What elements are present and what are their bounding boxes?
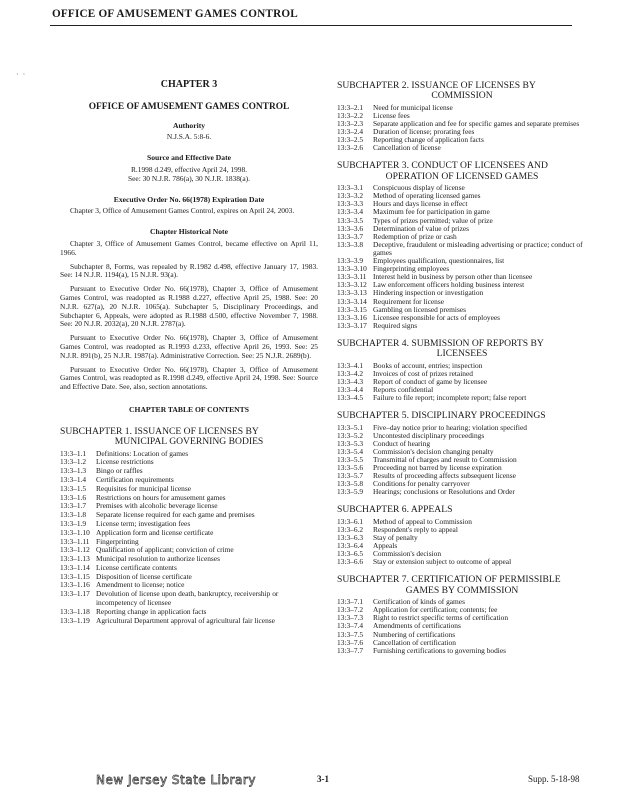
section-number: 13:3–6.6 bbox=[337, 557, 364, 567]
section-number: 13:3–2.4 bbox=[337, 127, 364, 137]
section-number: 13:3–1.17 bbox=[60, 589, 90, 599]
subchapter-heading bbox=[337, 411, 587, 421]
section-title: Invoices of cost of prizes retained bbox=[373, 368, 473, 378]
source-heading: Source and Effective Date bbox=[146, 153, 231, 163]
section-title: Duration of license; prorating fees bbox=[373, 127, 475, 137]
subchapter-title-line-1: SUBCHAPTER 7. CERTIFICATION OF PERMISSIBLE bbox=[337, 574, 561, 586]
authority-text: N.J.S.A. 5:8-6. bbox=[166, 132, 212, 142]
chapter-number: CHAPTER 3 bbox=[160, 79, 218, 90]
section-number: 13:3–1.11 bbox=[60, 536, 90, 546]
section-number: 13:3–6.5 bbox=[337, 549, 364, 559]
section-number: 13:3–4.3 bbox=[337, 376, 364, 386]
history-heading: Chapter Historical Note bbox=[150, 227, 228, 237]
section-number: 13:3–4.1 bbox=[337, 360, 364, 370]
section-title: Types of prizes permitted; value of prize bbox=[373, 215, 493, 225]
section-number: 13:3–6.3 bbox=[337, 533, 364, 542]
section-number: 13:3–1.10 bbox=[60, 527, 90, 537]
section-number: 13:3–3.11 bbox=[337, 272, 367, 282]
library-watermark: New Jersey State Library bbox=[96, 773, 256, 787]
section-title: License certificate contents bbox=[96, 562, 177, 572]
toc-list bbox=[337, 362, 587, 402]
subchapter-1-block bbox=[60, 427, 318, 626]
subchapter-heading bbox=[337, 339, 587, 360]
subchapter-title-line-1: SUBCHAPTER 5. DISCIPLINARY PROCEEDINGS bbox=[337, 410, 546, 422]
section-title: Cancellation of certification bbox=[373, 637, 456, 647]
section-title: Amendment to license; notice bbox=[96, 580, 185, 590]
section-number: 13:3–1.2 bbox=[60, 457, 87, 467]
section-title: Certification requirements bbox=[96, 474, 174, 484]
history-para: Pursuant to Executive Order No. 66(1978), Chapter 3, Office of Amusement Games Control, was readopted as R.1998 d.249, effective April 24, 1998. See: Source and Effective Date. See, also, section annotations. bbox=[60, 364, 318, 392]
section-number: 13:3–5.4 bbox=[337, 446, 364, 456]
section-number: 13:3–5.5 bbox=[337, 454, 364, 464]
history-para: Pursuant to Executive Order No. 66(1978), Chapter 3, Office of Amusement Games Control, was readopted as R.1988 d.227, effective April 25, 1988. See: 20 N.J.R. 627(a), 20 N.J.R. 1065(a). Subchapter 5, Disciplinary Proceedings, and Subchapter 6, Appeals, were adopted as R.1988 d.500, effective November 7, 1988. See: 20 N.J.R. 2032(a), 20 N.J.R. 2787(a). bbox=[60, 284, 318, 329]
subchapter-heading bbox=[337, 161, 587, 182]
section-title: Respondent's reply to appeal bbox=[373, 524, 458, 534]
section-title: Premises with alcoholic beverage license bbox=[96, 501, 218, 511]
section-number: 13:3–2.3 bbox=[337, 119, 364, 128]
history-para: Chapter 3, Office of Amusement Games Control, became effective on April 11, 1966. bbox=[60, 238, 318, 257]
section-title: Results of proceeding affects subsequent license bbox=[373, 471, 516, 481]
section-number: 13:3–1.8 bbox=[60, 510, 87, 520]
section-number: 13:3–1.19 bbox=[60, 615, 90, 625]
section-title: Numbering of certifications bbox=[373, 629, 456, 639]
section-title: Need for municipal license bbox=[373, 102, 453, 112]
section-title: Requisites for municipal license bbox=[96, 483, 192, 493]
section-title: Bingo or raffles bbox=[96, 466, 143, 476]
section-number: 13:3–1.6 bbox=[60, 492, 87, 502]
subchapter-title-line-2: LICENSEES bbox=[436, 348, 488, 360]
section-title: Municipal resolution to authorize licenses bbox=[96, 554, 220, 564]
chapter-title: OFFICE OF AMUSEMENT GAMES CONTROL bbox=[88, 101, 290, 112]
section-number: 13:3–1.12 bbox=[60, 545, 90, 555]
section-number: 13:3–7.6 bbox=[337, 637, 364, 647]
section-number: 13:3–3.15 bbox=[337, 304, 367, 314]
subchapter-title-line-1: SUBCHAPTER 6. APPEALS bbox=[337, 504, 453, 516]
section-title: Method of appeal to Commission bbox=[373, 516, 472, 526]
section-number: 13:3–7.2 bbox=[337, 605, 364, 615]
section-title: Certification of kinds of games bbox=[373, 597, 465, 607]
section-number: 13:3–6.2 bbox=[337, 524, 364, 534]
section-title: Stay or extension subject to outcome of appeal bbox=[373, 557, 512, 567]
section-title: Proceeding not barred by license expiration bbox=[373, 463, 502, 473]
section-number: 13:3–3.16 bbox=[337, 312, 367, 322]
section-number: 13:3–7.3 bbox=[337, 613, 364, 623]
section-number: 13:3–3.17 bbox=[337, 320, 367, 330]
subchapter-heading bbox=[60, 427, 318, 448]
section-title: Conduct of hearing bbox=[373, 438, 431, 448]
section-title: Maximum fee for participation in game bbox=[373, 207, 490, 217]
toc-entry bbox=[337, 322, 587, 330]
section-title: Report of conduct of game by licensee bbox=[373, 376, 488, 386]
section-number: 13:3–3.4 bbox=[337, 207, 364, 217]
supplement-date: Supp. 5-18-98 bbox=[528, 774, 580, 784]
subchapter-title-line-1: SUBCHAPTER 2. ISSUANCE OF LICENSES BY bbox=[337, 80, 536, 91]
section-title: Fingerprinting bbox=[96, 536, 139, 546]
section-title: Amendments of certifications bbox=[373, 621, 461, 631]
section-title: Stay of penalty bbox=[373, 533, 418, 542]
section-number: 13:3–4.5 bbox=[337, 393, 364, 403]
source-line-2: See: 30 N.J.R. 786(a), 30 N.J.R. 1838(a). bbox=[128, 173, 250, 183]
section-title: Furnishing certifications to governing bodies bbox=[373, 645, 507, 655]
toc-entry bbox=[337, 647, 587, 655]
section-number: 13:3–5.3 bbox=[337, 438, 364, 448]
section-number: 13:3–3.14 bbox=[337, 296, 367, 306]
subchapter-2-block bbox=[337, 81, 587, 152]
section-title: License restrictions bbox=[96, 457, 154, 467]
section-title: Determination of value of prizes bbox=[373, 223, 470, 233]
exec-order-heading: Executive Order No. 66(1978) Expiration Date bbox=[113, 194, 265, 204]
section-title: Devolution of license upon death, bankruptcy, receivership or incompetency of licensee bbox=[96, 589, 279, 608]
subchapter-7-block bbox=[337, 575, 587, 654]
section-title: Method of operating licensed games bbox=[373, 191, 481, 201]
section-title: Requirement for license bbox=[373, 296, 445, 306]
section-title: Hindering inspection or investigation bbox=[373, 288, 484, 298]
section-number: 13:3–4.4 bbox=[337, 384, 364, 394]
section-number: 13:3–2.1 bbox=[337, 102, 364, 112]
section-number: 13:3–5.6 bbox=[337, 463, 364, 473]
subchapter-heading bbox=[337, 81, 587, 102]
exec-order-text: Chapter 3, Office of Amusement Games Control, expires on April 24, 2003. bbox=[70, 206, 295, 216]
toc-list bbox=[337, 518, 587, 567]
section-number: 13:3–1.9 bbox=[60, 518, 87, 528]
left-column bbox=[60, 81, 318, 625]
section-title: Right to restrict specific terms of certification bbox=[373, 613, 509, 623]
toc-list bbox=[60, 450, 318, 626]
toc-entry bbox=[337, 488, 587, 496]
section-title: Fingerprinting employees bbox=[373, 264, 450, 274]
section-number: 13:3–3.7 bbox=[337, 231, 364, 241]
section-title: Failure to file report; incomplete report; false report bbox=[373, 393, 527, 403]
subchapter-title-line-2: OPERATION OF LICENSED GAMES bbox=[385, 170, 539, 182]
section-number: 13:3–2.5 bbox=[337, 135, 364, 145]
section-title: License term; investigation fees bbox=[96, 518, 191, 528]
section-number: 13:3–5.7 bbox=[337, 471, 364, 481]
section-number: 13:3–1.4 bbox=[60, 474, 87, 484]
toc-entry bbox=[337, 241, 587, 257]
section-title: Separate application and fee for specific games and separate premises bbox=[373, 119, 580, 128]
subchapter-title-line-1: SUBCHAPTER 1. ISSUANCE OF LICENSES BY bbox=[60, 425, 259, 437]
subchapter-title-line-1: SUBCHAPTER 4. SUBMISSION OF REPORTS BY bbox=[337, 337, 544, 349]
section-title: Transmittal of charges and result to Commission bbox=[373, 454, 517, 464]
section-number: 13:3–1.15 bbox=[60, 571, 90, 581]
toc-list bbox=[337, 184, 587, 330]
section-number: 13:3–3.10 bbox=[337, 264, 367, 274]
section-number: 13:3–6.1 bbox=[337, 516, 364, 526]
toc-list bbox=[337, 424, 587, 497]
authority-heading: Authority bbox=[172, 120, 206, 130]
section-title: Employees qualification, questionnaires, list bbox=[373, 256, 505, 266]
subchapter-heading bbox=[337, 575, 587, 596]
section-number: 13:3–5.9 bbox=[337, 487, 364, 497]
history-para: Subchapter 8, Forms, was repealed by R.1982 d.498, effective January 17, 1983. See: 14 N.J.R. 1194(a), 15 N.J.R. 93(a). bbox=[60, 261, 318, 280]
subchapter-4-block bbox=[337, 339, 587, 402]
right-column bbox=[337, 81, 587, 655]
subchapter-title-line-2: COMMISSION bbox=[431, 90, 493, 102]
toc-heading: CHAPTER TABLE OF CONTENTS bbox=[129, 404, 249, 414]
toc-entry bbox=[60, 590, 318, 608]
subchapter-3-block bbox=[337, 161, 587, 330]
header-rule bbox=[50, 25, 572, 26]
toc-entry bbox=[337, 394, 587, 402]
section-title: Law enforcement officers holding business interest bbox=[373, 280, 525, 290]
section-number: 13:3–5.8 bbox=[337, 479, 364, 489]
subchapter-title-line-2: MUNICIPAL GOVERNING BODIES bbox=[114, 436, 264, 448]
section-title: Application form and license certificate bbox=[96, 527, 214, 537]
section-title: Qualification of applicant; conviction of crime bbox=[96, 545, 234, 555]
section-number: 13:3–7.1 bbox=[337, 597, 364, 607]
section-title: Uncontested disciplinary proceedings bbox=[373, 430, 485, 440]
toc-entry bbox=[60, 617, 318, 626]
section-title: Conditions for penalty carryover bbox=[373, 479, 470, 489]
section-title: Hours and days license in effect bbox=[373, 199, 468, 209]
section-number: 13:3–1.14 bbox=[60, 562, 90, 572]
section-title: Application for certification; contents; fee bbox=[373, 605, 498, 615]
section-number: 13:3–5.1 bbox=[337, 422, 364, 432]
subchapter-6-block bbox=[337, 505, 587, 566]
subchapter-title-line-2: GAMES BY COMMISSION bbox=[405, 584, 519, 596]
section-title: Agricultural Department approval of agricultural fair license bbox=[96, 615, 275, 625]
section-number: 13:3–6.4 bbox=[337, 541, 364, 551]
section-title: Cancellation of license bbox=[373, 143, 441, 153]
source-line-1: R.1998 d.249, effective April 24, 1998. bbox=[130, 164, 248, 174]
page-number: 3-1 bbox=[317, 774, 329, 784]
section-number: 13:3–3.6 bbox=[337, 223, 364, 233]
section-title: Appeals bbox=[373, 541, 398, 551]
section-title: Disposition of license certificate bbox=[96, 571, 192, 581]
section-title: Separate license required for each game and premises bbox=[96, 510, 255, 520]
section-title: Interest held in business by person other than licensee bbox=[373, 272, 533, 282]
section-number: 13:3–2.2 bbox=[337, 110, 364, 120]
section-number: 13:3–1.5 bbox=[60, 483, 87, 493]
toc-list bbox=[337, 598, 587, 655]
section-title: Commission's decision bbox=[373, 549, 442, 559]
section-number: 13:3–1.18 bbox=[60, 606, 90, 616]
section-title: Required signs bbox=[373, 320, 418, 330]
section-number: 13:3–3.9 bbox=[337, 256, 364, 266]
running-header: OFFICE OF AMUSEMENT GAMES CONTROL bbox=[52, 8, 298, 20]
section-title: Conspicuous display of license bbox=[373, 183, 465, 193]
toc-entry bbox=[337, 558, 587, 566]
section-number: 13:3–1.7 bbox=[60, 501, 87, 511]
section-number: 13:3–3.3 bbox=[337, 199, 364, 209]
section-title: Hearings; conclusions or Resolutions and Order bbox=[373, 487, 515, 497]
section-title: Redemption of prize or cash bbox=[373, 231, 457, 241]
section-title: Licensee responsible for acts of employees bbox=[373, 312, 501, 322]
section-title: Reporting change of application facts bbox=[373, 135, 484, 145]
scan-specks: · · bbox=[16, 70, 26, 79]
section-number: 13:3–3.1 bbox=[337, 183, 364, 193]
subchapter-5-block bbox=[337, 411, 587, 496]
section-number: 13:3–1.16 bbox=[60, 580, 90, 590]
section-number: 13:3–4.2 bbox=[337, 368, 364, 378]
section-title: Deceptive, fraudulent or misleading advertising or practice; conduct of games bbox=[373, 239, 583, 257]
section-number: 13:3–7.7 bbox=[337, 645, 364, 655]
section-number: 13:3–1.1 bbox=[60, 448, 87, 458]
subchapter-title-line-1: SUBCHAPTER 3. CONDUCT OF LICENSEES AND bbox=[337, 160, 548, 172]
section-title: License fees bbox=[373, 110, 410, 120]
subchapter-heading bbox=[337, 505, 587, 515]
section-number: 13:3–1.3 bbox=[60, 466, 87, 476]
section-number: 13:3–3.2 bbox=[337, 191, 364, 201]
toc-list bbox=[337, 104, 587, 153]
section-title: Gambling on licensed premises bbox=[373, 304, 466, 314]
section-title: Reporting change in application facts bbox=[96, 606, 207, 616]
section-number: 13:3–3.12 bbox=[337, 280, 367, 290]
section-number: 13:3–3.13 bbox=[337, 288, 367, 298]
section-number: 13:3–5.2 bbox=[337, 430, 364, 440]
section-title: Books of account, entries; inspection bbox=[373, 360, 483, 370]
section-number: 13:3–7.4 bbox=[337, 621, 364, 631]
section-title: Reports confidential bbox=[373, 384, 434, 394]
section-number: 13:3–1.13 bbox=[60, 554, 90, 564]
toc-entry bbox=[337, 144, 587, 152]
section-title: Definitions: Location of games bbox=[96, 448, 189, 458]
history-para: Pursuant to Executive Order No. 66(1978), Chapter 3, Office of Amusement Games Control, was readopted as R.1993 d.233, effective April 26, 1993. See: 25 N.J.R. 891(b), 25 N.J.R. 1987(a). Administrative Correction. See: 25 N.J.R. 2689(b). bbox=[60, 333, 318, 360]
section-number: 13:3–2.6 bbox=[337, 143, 364, 153]
section-title: Restrictions on hours for amusement games bbox=[96, 492, 226, 502]
section-title: Five–day notice prior to hearing; violation specified bbox=[373, 422, 527, 432]
section-number: 13:3–3.8 bbox=[337, 239, 364, 249]
section-title: Commission's decision changing penalty bbox=[373, 446, 494, 456]
section-number: 13:3–7.5 bbox=[337, 629, 364, 639]
section-number: 13:3–3.5 bbox=[337, 215, 364, 225]
